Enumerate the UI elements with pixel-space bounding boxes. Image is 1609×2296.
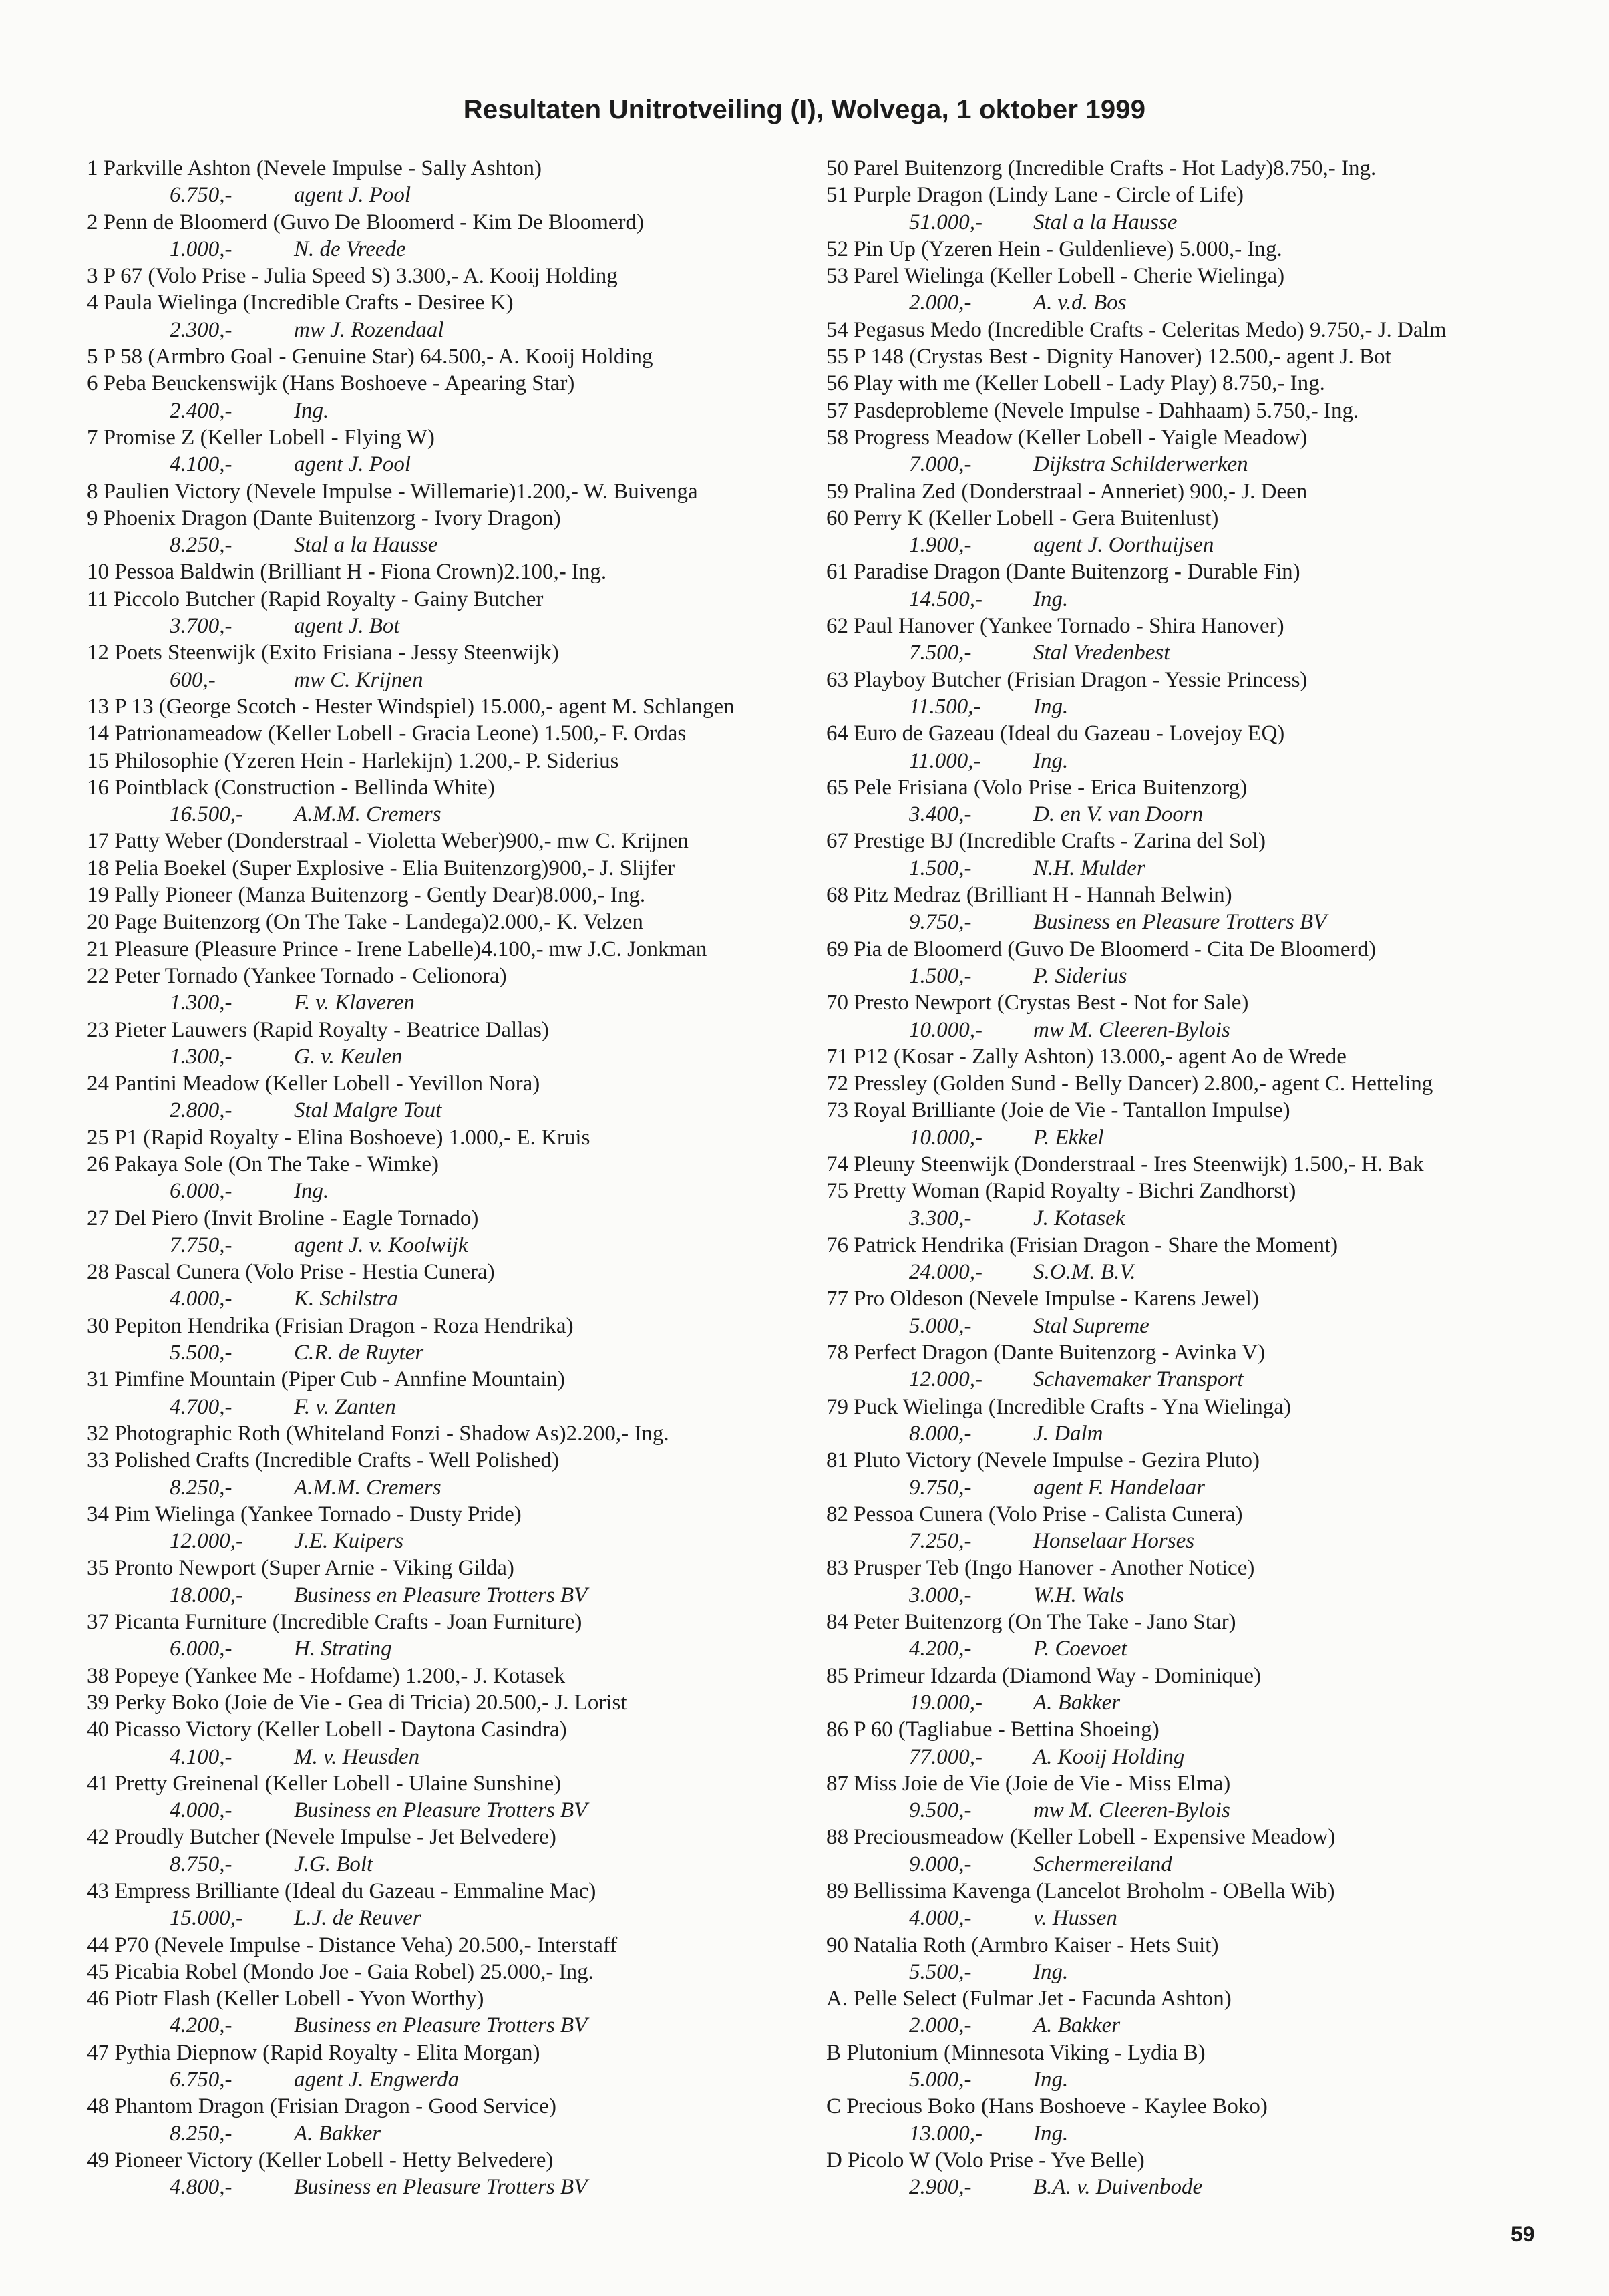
result-sale-detail <box>826 1851 1548 1878</box>
result-entry: 57 Pasdeprobleme (Nevele Impulse - Dahhaam) 5.750,- Ing. <box>826 398 1359 423</box>
sale-price: 10.000,- <box>909 1017 982 1042</box>
buyer-name: agent F. Handelaar <box>1033 1475 1205 1500</box>
result-entry: 84 Peter Buitenzorg (On The Take - Jano Star) <box>826 1610 1236 1635</box>
sale-price: 2.000,- <box>909 2013 972 2038</box>
buyer-name: F. v. Klaveren <box>294 991 415 1015</box>
result-sale-detail <box>87 317 808 343</box>
result-entry: 16 Pointblack (Construction - Bellinda White) <box>87 775 495 800</box>
result-entry: 32 Photographic Roth (Whiteland Fonzi - Shadow As)2.200,- Ing. <box>87 1421 669 1446</box>
result-sale-detail <box>826 1797 1548 1824</box>
result-entry: 7 Promise Z (Keller Lobell - Flying W) <box>87 425 435 450</box>
buyer-name: H. Strating <box>294 1637 392 1661</box>
buyer-name: J.E. Kuipers <box>294 1529 404 1554</box>
result-sale-detail <box>826 209 1548 236</box>
sale-price: 18.000,- <box>170 1583 243 1607</box>
sale-price: 4.700,- <box>170 1394 232 1419</box>
sale-price: 5.500,- <box>909 1959 972 1984</box>
result-entry: 41 Pretty Greinenal (Keller Lobell - Ulaine Sunshine) <box>87 1771 562 1796</box>
result-sale-detail <box>87 613 808 639</box>
buyer-name: A. Bakker <box>294 2121 381 2146</box>
buyer-name: D. en V. van Doorn <box>1033 802 1204 827</box>
result-entry: 20 Page Buitenzorg (On The Take - Landega)2.000,- K. Velzen <box>87 910 643 935</box>
buyer-name: N.H. Mulder <box>1033 856 1145 880</box>
buyer-name: v. Hussen <box>1033 1906 1117 1931</box>
result-entry: 45 Picabia Robel (Mondo Joe - Gaia Robel) 25.000,- Ing. <box>87 1959 594 1984</box>
results-column-left <box>87 155 808 2201</box>
buyer-name: N. de Vreede <box>294 236 406 261</box>
buyer-name: Stal Vredenbest <box>1033 641 1170 665</box>
result-sale-detail <box>87 397 808 424</box>
buyer-name: A.M.M. Cremers <box>294 1475 441 1500</box>
sale-price: 1.900,- <box>909 533 972 558</box>
result-entry: 47 Pythia Diepnow (Rapid Royalty - Elita Morgan) <box>87 2040 540 2065</box>
buyer-name: A.M.M. Cremers <box>294 802 441 827</box>
sale-price: 6.750,- <box>170 183 232 208</box>
buyer-name: agent J. Oorthuijsen <box>1033 533 1214 558</box>
result-entry: 72 Pressley (Golden Sund - Belly Dancer) 2.800,- agent C. Hetteling <box>826 1072 1433 1096</box>
result-entry: 27 Del Piero (Invit Broline - Eagle Tornado) <box>87 1206 479 1231</box>
sale-price: 3.700,- <box>170 614 232 639</box>
result-entry: 51 Purple Dragon (Lindy Lane - Circle of Life) <box>826 183 1244 208</box>
result-entry: 88 Preciousmeadow (Keller Lobell - Expensive Meadow) <box>826 1825 1336 1850</box>
result-sale-detail <box>87 1528 808 1554</box>
sale-price: 600,- <box>170 667 216 692</box>
buyer-name: Stal a la Hausse <box>294 533 438 558</box>
buyer-name: Business en Pleasure Trotters BV <box>294 2175 588 2200</box>
result-sale-detail <box>87 1797 808 1824</box>
result-entry: 50 Parel Buitenzorg (Incredible Crafts - Hot Lady)8.750,- Ing. <box>826 156 1377 180</box>
result-sale-detail <box>87 1232 808 1259</box>
buyer-name: M. v. Heusden <box>294 1744 420 1769</box>
result-sale-detail <box>826 1366 1548 1393</box>
sale-price: 1.300,- <box>170 991 232 1015</box>
result-entry: 12 Poets Steenwijk (Exito Frisiana - Jessy Steenwijk) <box>87 641 559 665</box>
result-sale-detail <box>87 1635 808 1662</box>
sale-price: 1.500,- <box>909 963 972 988</box>
result-entry: 73 Royal Brilliante (Joie de Vie - Tantallon Impulse) <box>826 1098 1290 1123</box>
result-sale-detail <box>87 989 808 1016</box>
result-entry: 86 P 60 (Tagliabue - Bettina Shoeing) <box>826 1717 1159 1742</box>
buyer-name: Business en Pleasure Trotters BV <box>1033 910 1327 935</box>
result-entry: 67 Prestige BJ (Incredible Crafts - Zarina del Sol) <box>826 829 1266 854</box>
result-entry: 31 Pimfine Mountain (Piper Cub - Annfine Mountain) <box>87 1367 565 1392</box>
result-sale-detail <box>87 1393 808 1420</box>
result-entry: 35 Pronto Newport (Super Arnie - Viking Gilda) <box>87 1556 514 1581</box>
buyer-name: Honselaar Horses <box>1033 1529 1195 1554</box>
sale-price: 24.000,- <box>909 1260 982 1285</box>
result-sale-detail <box>826 1474 1548 1501</box>
buyer-name: W.H. Wals <box>1033 1583 1125 1607</box>
result-entry: 61 Paradise Dragon (Dante Buitenzorg - Durable Fin) <box>826 560 1300 585</box>
buyer-name: J.G. Bolt <box>294 1852 373 1876</box>
buyer-name: A. Bakker <box>1033 1690 1121 1715</box>
result-sale-detail <box>826 1959 1548 1985</box>
results-column-right <box>826 155 1548 2201</box>
result-entry: 69 Pia de Bloomerd (Guvo De Bloomerd - Cita De Bloomerd) <box>826 937 1377 961</box>
buyer-name: agent J. Bot <box>294 614 400 639</box>
buyer-name: Business en Pleasure Trotters BV <box>294 1798 588 1823</box>
result-sale-detail <box>87 1474 808 1501</box>
sale-price: 2.000,- <box>909 291 972 315</box>
result-entry: 28 Pascal Cunera (Volo Prise - Hestia Cunera) <box>87 1260 495 1285</box>
result-sale-detail <box>87 2066 808 2093</box>
sale-price: 12.000,- <box>170 1529 243 1554</box>
result-sale-detail <box>87 801 808 828</box>
result-entry: 52 Pin Up (Yzeren Hein - Guldenlieve) 5.000,- Ing. <box>826 236 1282 261</box>
sale-price: 3.000,- <box>909 1583 972 1607</box>
result-entry: 10 Pessoa Baldwin (Brilliant H - Fiona Crown)2.100,- Ing. <box>87 560 607 585</box>
result-sale-detail <box>826 532 1548 558</box>
result-sale-detail <box>826 1744 1548 1770</box>
result-entry: 53 Parel Wielinga (Keller Lobell - Cherie Wielinga) <box>826 264 1285 289</box>
buyer-name: agent J. Engwerda <box>294 2068 460 2092</box>
sale-price: 77.000,- <box>909 1744 982 1769</box>
buyer-name: Ing. <box>1033 587 1069 611</box>
buyer-name: mw C. Krijnen <box>294 667 423 692</box>
buyer-name: Schavemaker Transport <box>1033 1367 1244 1392</box>
result-entry: 26 Pakaya Sole (On The Take - Wimke) <box>87 1152 439 1176</box>
result-entry: 85 Primeur Idzarda (Diamond Way - Dominique) <box>826 1663 1262 1688</box>
buyer-name: Ing. <box>1033 2068 1069 2092</box>
result-entry: 6 Peba Beuckenswijk (Hans Boshoeve - Apearing Star) <box>87 371 575 396</box>
result-sale-detail <box>87 667 808 693</box>
result-entry: 43 Empress Brilliante (Ideal du Gazeau - Emmaline Mac) <box>87 1879 596 1903</box>
buyer-name: J. Dalm <box>1033 1421 1103 1446</box>
result-sale-detail <box>826 586 1548 613</box>
result-entry: 87 Miss Joie de Vie (Joie de Vie - Miss Elma) <box>826 1771 1231 1796</box>
sale-price: 3.300,- <box>909 1206 972 1231</box>
result-entry: B Plutonium (Minnesota Viking - Lydia B) <box>826 2040 1206 2065</box>
buyer-name: mw M. Cleeren-Bylois <box>1033 1798 1230 1823</box>
sale-price: 16.500,- <box>170 802 243 827</box>
sale-price: 51.000,- <box>909 210 982 234</box>
buyer-name: agent J. v. Koolwijk <box>294 1233 468 1257</box>
sale-price: 11.500,- <box>909 694 981 719</box>
result-entry: 77 Pro Oldeson (Nevele Impulse - Karens Jewel) <box>826 1287 1259 1311</box>
sale-price: 12.000,- <box>909 1367 982 1392</box>
result-sale-detail <box>87 1285 808 1312</box>
result-sale-detail <box>87 2012 808 2039</box>
result-entry: C Precious Boko (Hans Boshoeve - Kaylee Boko) <box>826 2094 1268 2119</box>
buyer-name: Ing. <box>1033 1959 1069 1984</box>
sale-price: 8.750,- <box>170 1852 232 1876</box>
result-sale-detail <box>826 963 1548 989</box>
sale-price: 5.000,- <box>909 2068 972 2092</box>
result-entry: 46 Piotr Flash (Keller Lobell - Yvon Worthy) <box>87 1987 484 2011</box>
sale-price: 9.750,- <box>909 1475 972 1500</box>
sale-price: 9.000,- <box>909 1852 972 1876</box>
sale-price: 5.500,- <box>170 1341 232 1365</box>
result-sale-detail <box>826 2174 1548 2200</box>
result-entry: 37 Picanta Furniture (Incredible Crafts - Joan Furniture) <box>87 1610 582 1635</box>
buyer-name: A. Kooij Holding <box>1033 1744 1185 1769</box>
sale-price: 4.800,- <box>170 2175 232 2200</box>
sale-price: 4.200,- <box>909 1637 972 1661</box>
sale-price: 3.400,- <box>909 802 972 827</box>
result-sale-detail <box>826 1582 1548 1609</box>
result-sale-detail <box>87 2174 808 2200</box>
result-sale-detail <box>826 748 1548 774</box>
buyer-name: C.R. de Ruyter <box>294 1341 424 1365</box>
result-entry: 44 P70 (Nevele Impulse - Distance Veha) 20.500,- Interstaff <box>87 1933 618 1957</box>
sale-price: 6.000,- <box>170 1179 232 1204</box>
result-entry: 64 Euro de Gazeau (Ideal du Gazeau - Lovejoy EQ) <box>826 721 1285 746</box>
buyer-name: F. v. Zanten <box>294 1394 396 1419</box>
result-sale-detail <box>826 1017 1548 1043</box>
sale-price: 7.500,- <box>909 641 972 665</box>
result-entry: 21 Pleasure (Pleasure Prince - Irene Labelle)4.100,- mw J.C. Jonkman <box>87 937 707 961</box>
result-entry: 24 Pantini Meadow (Keller Lobell - Yevillon Nora) <box>87 1072 540 1096</box>
result-entry: 71 P12 (Kosar - Zally Ashton) 13.000,- agent Ao de Wrede <box>826 1044 1347 1069</box>
sale-price: 2.300,- <box>170 317 232 342</box>
result-entry: 68 Pitz Medraz (Brilliant H - Hannah Belwin) <box>826 883 1232 908</box>
result-entry: 89 Bellissima Kavenga (Lancelot Broholm - OBella Wib) <box>826 1879 1335 1903</box>
result-sale-detail <box>826 909 1548 935</box>
sale-price: 10.000,- <box>909 1125 982 1150</box>
result-sale-detail <box>826 1124 1548 1151</box>
buyer-name: agent J. Pool <box>294 183 411 208</box>
sale-price: 15.000,- <box>170 1906 243 1931</box>
sale-price: 2.400,- <box>170 398 232 423</box>
result-entry: 79 Puck Wielinga (Incredible Crafts - Yna Wielinga) <box>826 1394 1291 1419</box>
buyer-name: mw M. Cleeren-Bylois <box>1033 1017 1230 1042</box>
sale-price: 4.200,- <box>170 2013 232 2038</box>
result-entry: 90 Natalia Roth (Armbro Kaiser - Hets Suit) <box>826 1933 1219 1957</box>
result-entry: 81 Pluto Victory (Nevele Impulse - Gezira Pluto) <box>826 1448 1260 1473</box>
result-entry: 5 P 58 (Armbro Goal - Genuine Star) 64.500,- A. Kooij Holding <box>87 345 653 369</box>
buyer-name: Ing. <box>1033 748 1069 773</box>
buyer-name: Schermereiland <box>1033 1852 1172 1876</box>
result-sale-detail <box>87 1339 808 1366</box>
result-sale-detail <box>826 1313 1548 1339</box>
buyer-name: agent J. Pool <box>294 452 411 477</box>
sale-price: 2.900,- <box>909 2175 972 2200</box>
sale-price: 4.000,- <box>170 1798 232 1823</box>
result-sale-detail <box>826 1420 1548 1447</box>
result-sale-detail <box>87 1043 808 1070</box>
result-sale-detail <box>826 451 1548 478</box>
sale-price: 9.750,- <box>909 910 972 935</box>
result-entry: 55 P 148 (Crystas Best - Dignity Hanover) 12.500,- agent J. Bot <box>826 345 1391 369</box>
result-sale-detail <box>826 2066 1548 2093</box>
result-entry: 38 Popeye (Yankee Me - Hofdame) 1.200,- J. Kotasek <box>87 1663 566 1688</box>
result-entry: 22 Peter Tornado (Yankee Tornado - Celionora) <box>87 963 507 988</box>
result-entry: 74 Pleuny Steenwijk (Donderstraal - Ires Steenwijk) 1.500,- H. Bak <box>826 1152 1424 1176</box>
buyer-name: Stal a la Hausse <box>1033 210 1178 234</box>
result-entry: 2 Penn de Bloomerd (Guvo De Bloomerd - Kim De Bloomerd) <box>87 210 645 234</box>
result-entry: 65 Pele Frisiana (Volo Prise - Erica Buitenzorg) <box>826 775 1248 800</box>
result-entry: 8 Paulien Victory (Nevele Impulse - Willemarie)1.200,- W. Buivenga <box>87 479 698 504</box>
sale-price: 13.000,- <box>909 2121 982 2146</box>
result-entry: A. Pelle Select (Fulmar Jet - Facunda Ashton) <box>826 1987 1232 2011</box>
sale-price: 9.500,- <box>909 1798 972 1823</box>
page-title: Resultaten Unitrotveiling (I), Wolvega, 1 oktober 1999 <box>463 95 1146 124</box>
result-entry: 30 Pepiton Hendrika (Frisian Dragon - Roza Hendrika) <box>87 1313 574 1338</box>
sale-price: 14.500,- <box>909 587 982 611</box>
buyer-name: Stal Supreme <box>1033 1313 1149 1338</box>
result-sale-detail <box>826 693 1548 720</box>
buyer-name: L.J. de Reuver <box>294 1906 421 1931</box>
result-entry: 63 Playboy Butcher (Frisian Dragon - Yessie Princess) <box>826 667 1308 692</box>
result-entry: 62 Paul Hanover (Yankee Tornado - Shira Hanover) <box>826 614 1284 639</box>
buyer-name: B.A. v. Duivenbode <box>1033 2175 1203 2200</box>
result-sale-detail <box>87 532 808 558</box>
result-sale-detail <box>87 182 808 208</box>
sale-price: 4.100,- <box>170 452 232 477</box>
result-sale-detail <box>87 2120 808 2147</box>
result-entry: 76 Patrick Hendrika (Frisian Dragon - Share the Moment) <box>826 1233 1338 1257</box>
buyer-name: Ing. <box>1033 2121 1069 2146</box>
result-sale-detail <box>826 1905 1548 1931</box>
result-sale-detail <box>87 1582 808 1609</box>
sale-price: 7.250,- <box>909 1529 972 1554</box>
result-entry: 15 Philosophie (Yzeren Hein - Harlekijn) 1.200,- P. Siderius <box>87 748 619 773</box>
result-sale-detail <box>826 1259 1548 1285</box>
result-entry: 56 Play with me (Keller Lobell - Lady Play) 8.750,- Ing. <box>826 371 1325 396</box>
result-entry: 3 P 67 (Volo Prise - Julia Speed S) 3.300,- A. Kooij Holding <box>87 264 618 289</box>
sale-price: 1.300,- <box>170 1044 232 1069</box>
buyer-name: G. v. Keulen <box>294 1044 403 1069</box>
result-sale-detail <box>87 1744 808 1770</box>
result-entry: 78 Perfect Dragon (Dante Buitenzorg - Avinka V) <box>826 1341 1266 1365</box>
result-entry: 18 Pelia Boekel (Super Explosive - Elia Buitenzorg)900,- J. Slijfer <box>87 856 675 880</box>
result-sale-detail <box>826 289 1548 316</box>
buyer-name: J. Kotasek <box>1033 1206 1125 1231</box>
result-entry: 83 Prusper Teb (Ingo Hanover - Another Notice) <box>826 1556 1255 1581</box>
result-entry: 70 Presto Newport (Crystas Best - Not for Sale) <box>826 991 1249 1015</box>
buyer-name: Business en Pleasure Trotters BV <box>294 1583 588 1607</box>
sale-price: 4.100,- <box>170 1744 232 1769</box>
result-sale-detail <box>87 1097 808 1124</box>
result-sale-detail <box>826 2012 1548 2039</box>
buyer-name: A. Bakker <box>1033 2013 1121 2038</box>
result-entry: 1 Parkville Ashton (Nevele Impulse - Sally Ashton) <box>87 156 542 180</box>
result-sale-detail <box>826 1205 1548 1232</box>
sale-price: 11.000,- <box>909 748 981 773</box>
result-sale-detail <box>87 1905 808 1931</box>
result-sale-detail <box>87 1178 808 1204</box>
result-entry: 14 Patrionameadow (Keller Lobell - Gracia Leone) 1.500,- F. Ordas <box>87 721 687 746</box>
sale-price: 6.750,- <box>170 2068 232 2092</box>
result-entry: 34 Pim Wielinga (Yankee Tornado - Dusty Pride) <box>87 1502 522 1526</box>
sale-price: 1.000,- <box>170 236 232 261</box>
result-entry: 11 Piccolo Butcher (Rapid Royalty - Gainy Butcher <box>87 587 544 611</box>
sale-price: 6.000,- <box>170 1637 232 1661</box>
buyer-name: Stal Malgre Tout <box>294 1098 442 1123</box>
sale-price: 8.250,- <box>170 1475 232 1500</box>
buyer-name: Ing. <box>294 1179 329 1204</box>
buyer-name: Dijkstra Schilderwerken <box>1033 452 1248 477</box>
result-entry: 40 Picasso Victory (Keller Lobell - Daytona Casindra) <box>87 1717 567 1742</box>
buyer-name: Ing. <box>1033 694 1069 719</box>
result-sale-detail <box>87 236 808 263</box>
sale-price: 5.000,- <box>909 1313 972 1338</box>
result-sale-detail <box>826 639 1548 666</box>
result-entry: D Picolo W (Volo Prise - Yve Belle) <box>826 2148 1145 2172</box>
buyer-name: S.O.M. B.V. <box>1033 1260 1136 1285</box>
result-entry: 13 P 13 (George Scotch - Hester Windspiel) 15.000,- agent M. Schlangen <box>87 694 735 719</box>
page-number: 59 <box>1511 2222 1535 2246</box>
result-entry: 58 Progress Meadow (Keller Lobell - Yaigle Meadow) <box>826 425 1308 450</box>
result-entry: 9 Phoenix Dragon (Dante Buitenzorg - Ivory Dragon) <box>87 506 561 530</box>
sale-price: 19.000,- <box>909 1690 982 1715</box>
result-sale-detail <box>826 2120 1548 2147</box>
result-entry: 17 Patty Weber (Donderstraal - Violetta Weber)900,- mw C. Krijnen <box>87 829 689 854</box>
result-entry: 4 Paula Wielinga (Incredible Crafts - Desiree K) <box>87 291 514 315</box>
sale-price: 7.000,- <box>909 452 972 477</box>
result-sale-detail <box>87 451 808 478</box>
sale-price: 4.000,- <box>170 1287 232 1311</box>
buyer-name: Business en Pleasure Trotters BV <box>294 2013 588 2038</box>
buyer-name: Ing. <box>294 398 329 423</box>
sale-price: 7.750,- <box>170 1233 232 1257</box>
sale-price: 4.000,- <box>909 1906 972 1931</box>
result-sale-detail <box>826 801 1548 828</box>
result-sale-detail <box>826 1689 1548 1716</box>
buyer-name: P. Ekkel <box>1033 1125 1104 1150</box>
sale-price: 2.800,- <box>170 1098 232 1123</box>
result-entry: 75 Pretty Woman (Rapid Royalty - Bichri Zandhorst) <box>826 1179 1296 1204</box>
sale-price: 8.250,- <box>170 2121 232 2146</box>
buyer-name: P. Siderius <box>1033 963 1127 988</box>
buyer-name: mw J. Rozendaal <box>294 317 444 342</box>
result-sale-detail <box>826 1635 1548 1662</box>
result-entry: 33 Polished Crafts (Incredible Crafts - Well Polished) <box>87 1448 560 1473</box>
result-entry: 19 Pally Pioneer (Manza Buitenzorg - Gently Dear)8.000,- Ing. <box>87 883 646 908</box>
buyer-name: P. Coevoet <box>1033 1637 1127 1661</box>
result-entry: 25 P1 (Rapid Royalty - Elina Boshoeve) 1.000,- E. Kruis <box>87 1125 590 1150</box>
sale-price: 8.250,- <box>170 533 232 558</box>
result-sale-detail <box>826 855 1548 882</box>
result-sale-detail <box>826 1528 1548 1554</box>
sale-price: 8.000,- <box>909 1421 972 1446</box>
result-entry: 82 Pessoa Cunera (Volo Prise - Calista Cunera) <box>826 1502 1243 1526</box>
result-entry: 23 Pieter Lauwers (Rapid Royalty - Beatrice Dallas) <box>87 1017 549 1042</box>
result-entry: 59 Pralina Zed (Donderstraal - Anneriet) 900,- J. Deen <box>826 479 1308 504</box>
buyer-name: A. v.d. Bos <box>1033 291 1127 315</box>
buyer-name: K. Schilstra <box>294 1287 398 1311</box>
sale-price: 1.500,- <box>909 856 972 880</box>
result-entry: 48 Phantom Dragon (Frisian Dragon - Good Service) <box>87 2094 556 2119</box>
result-entry: 54 Pegasus Medo (Incredible Crafts - Celeritas Medo) 9.750,- J. Dalm <box>826 317 1447 342</box>
result-sale-detail <box>87 1851 808 1878</box>
result-entry: 49 Pioneer Victory (Keller Lobell - Hetty Belvedere) <box>87 2148 554 2172</box>
result-entry: 60 Perry K (Keller Lobell - Gera Buitenlust) <box>826 506 1219 530</box>
result-entry: 42 Proudly Butcher (Nevele Impulse - Jet Belvedere) <box>87 1825 556 1850</box>
result-entry: 39 Perky Boko (Joie de Vie - Gea di Tricia) 20.500,- J. Lorist <box>87 1690 627 1715</box>
